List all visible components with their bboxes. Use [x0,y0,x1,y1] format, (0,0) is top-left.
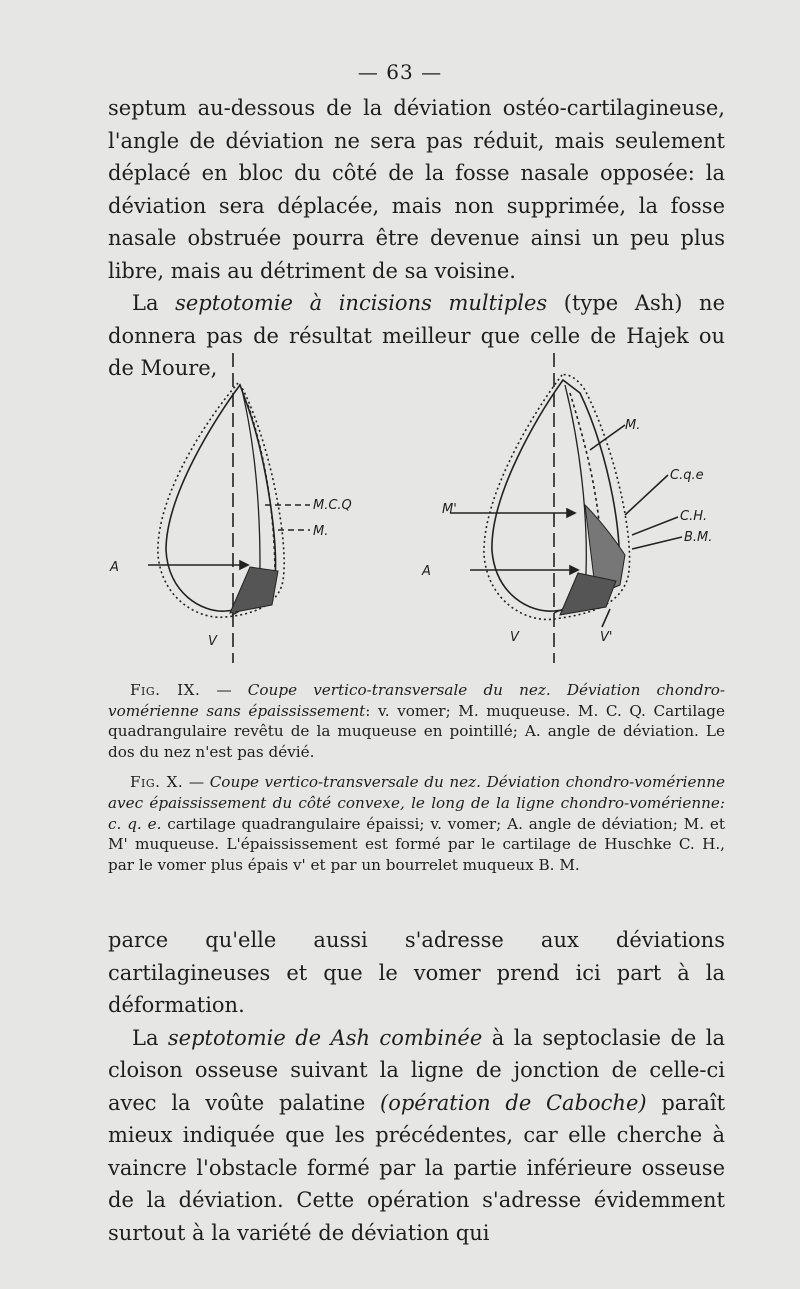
lower-text-block [108,924,725,1249]
page-number: — 63 — [357,60,443,84]
figure-captions [108,680,725,885]
label-cqe: C.q.e [670,468,704,483]
label-mcq: M.C.Q [313,498,352,513]
paragraph-4: La septotomie de Ash combinée à la septoclasie de la cloison osseuse suivant la ligne de jonction de celle-ci avec la voûte palatine (opération de Caboche) paraît mieux indiquée que les précédentes, car elle cherche à vaincre l'obstacle formé par la partie inférieure osseuse de la déviation. Cette opération s'adresse évidemment surtout à la variété de déviation qui [108,1025,726,1245]
label-m-prime: M' [442,502,457,517]
caption-fig-x: Fig. X. — Coupe vertico-transversale du nez. Déviation chondro-vomérienne avec épaississement du côté convexe, le long de la ligne chondro-vomérienne: c. q. e. cartilage quadrangulaire épaissi; v. vomer; A. angle de déviation; M. et M' muqueuse. L'épaississement est formé par le cartilage de Huschke C. H., par le vomer plus épais v' et par un bourrelet muqueux B. M. [108,773,725,874]
paragraph-2: La septotomie à incisions multiples (type Ash) ne donnera pas de résultat meilleur que celle de Hajek ou de Moure, [108,291,726,380]
label-v: V [208,634,217,649]
label-v: V [510,630,519,645]
label-a: A [422,564,431,579]
label-m: M. [313,524,329,539]
label-m: M. [625,418,641,433]
label-ch: C.H. [680,509,708,524]
label-bm: B.M. [684,530,713,545]
paragraph-3: parce qu'elle aussi s'adresse aux déviations cartilagineuses et que le vomer prend ici part à la déformation. [108,928,725,1017]
caption-fig-ix: Fig. IX. — Coupe vertico-transversale du nez. Déviation chondro-vomérienne sans épaississement: v. vomer; M. muqueuse. M. C. Q. Cartilage quadrangulaire revêtu de la muqueuse en pointillé; A. angle de déviation. Le dos du nez n'est pas dévié. [108,681,726,761]
figure-x-illustration [420,345,740,670]
label-a: A [110,560,119,575]
paragraph-1: septum au-dessous de la déviation ostéo-cartilagineuse, l'angle de déviation ne sera pas réduit, mais seulement déplacé en bloc du côté de la fosse nasale opposée: la déviation sera déplacée, mais non supprimée, la fosse nasale obstruée pourra être devenue ainsi un peu plus libre, mais au détriment de sa voisine. [108,96,725,283]
upper-text-block [108,92,725,385]
label-v-prime: V' [600,630,613,645]
figure-ix-illustration [100,345,420,670]
figures-area [100,345,740,670]
